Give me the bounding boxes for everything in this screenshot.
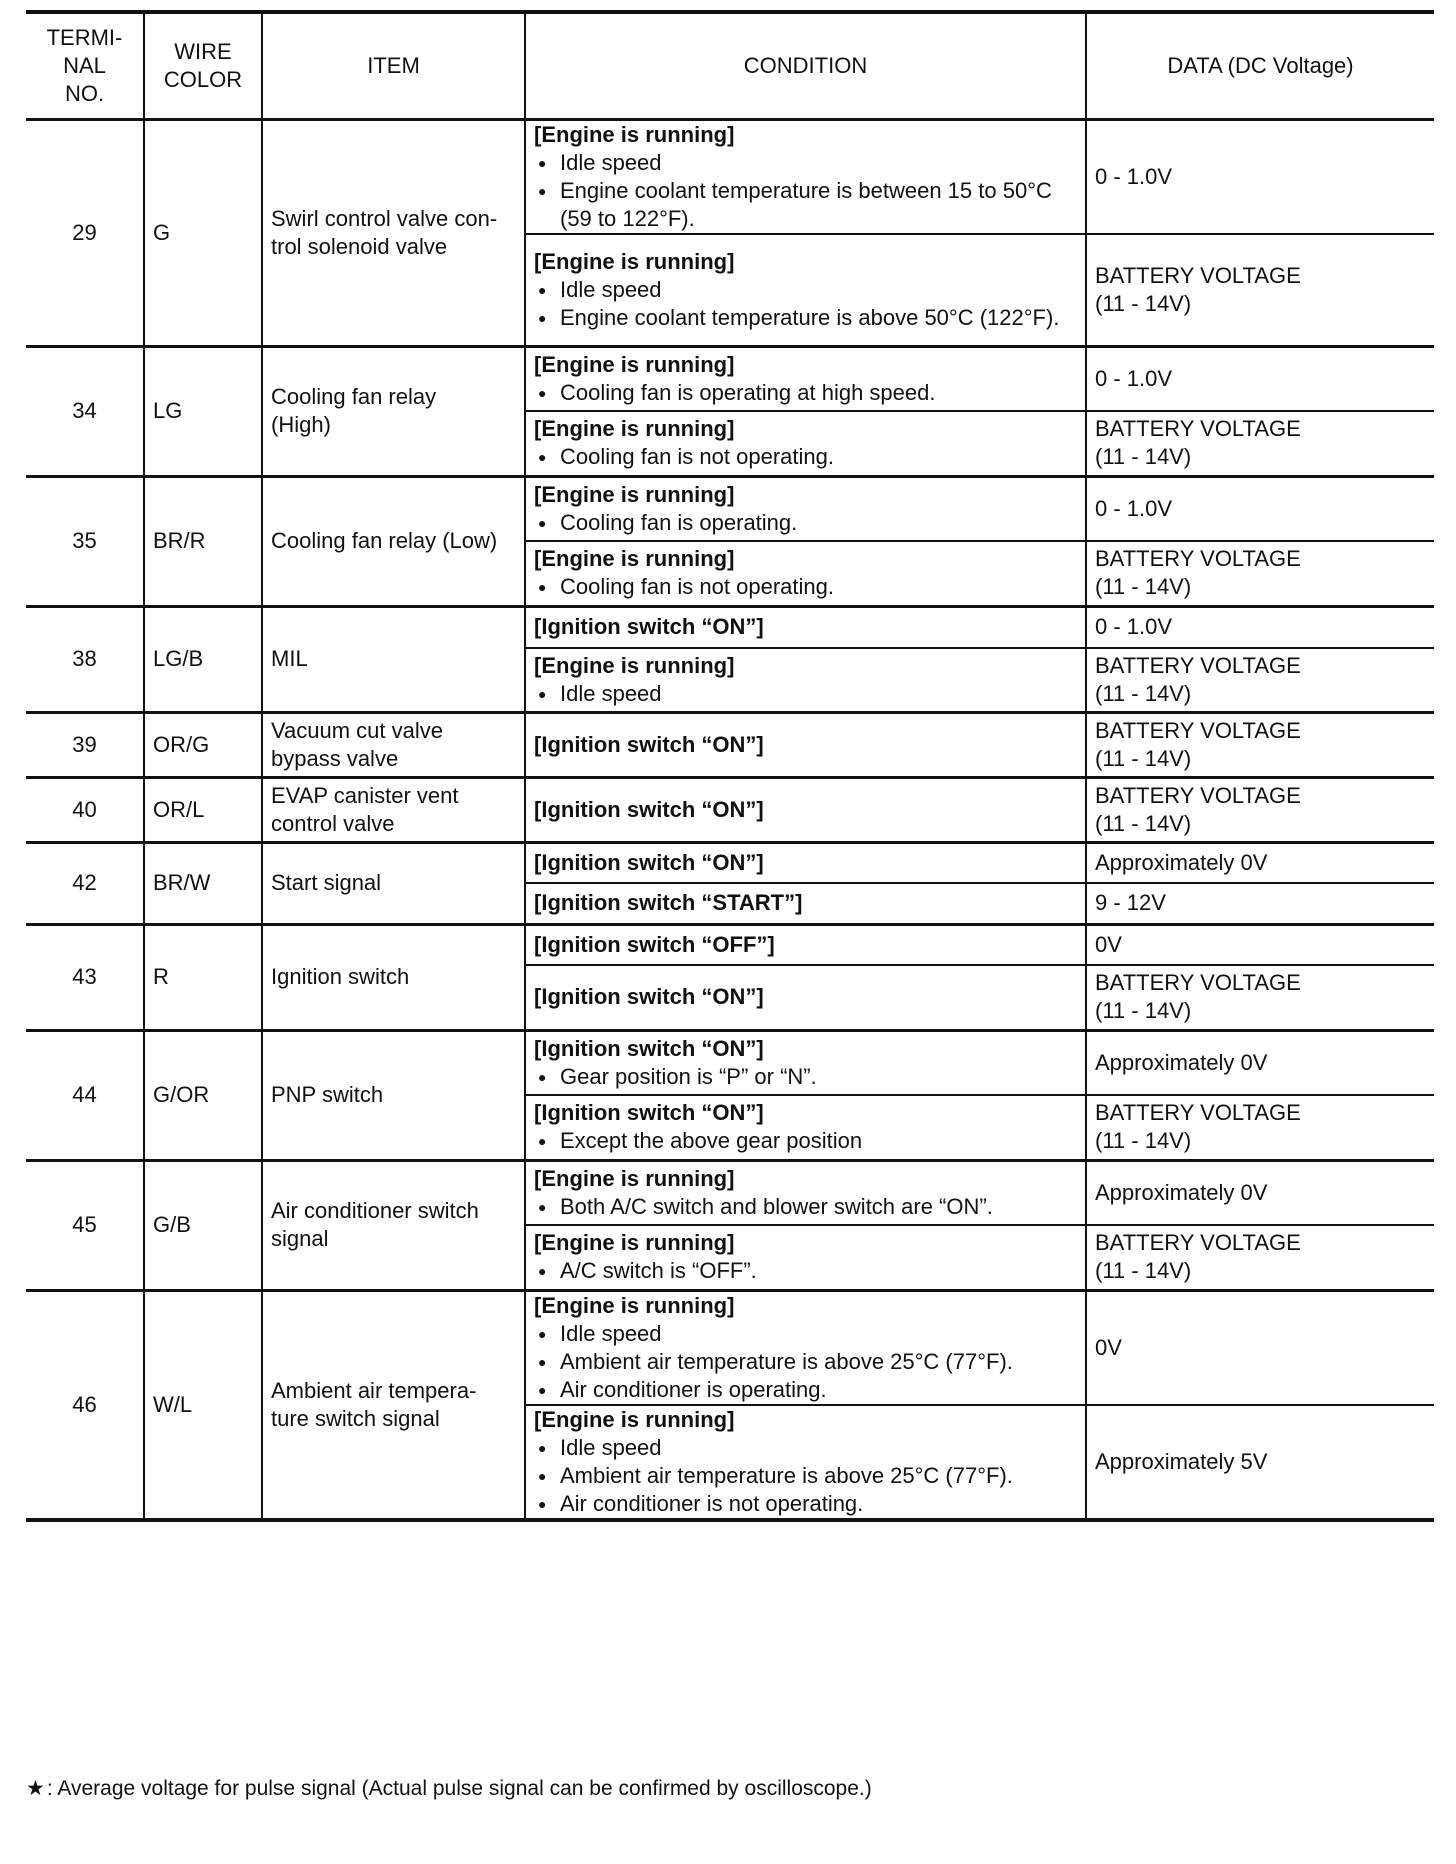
condition-bullet: ● Idle speed bbox=[534, 276, 1077, 304]
item-name: MIL bbox=[262, 606, 525, 712]
terminal-number: 35 bbox=[26, 476, 144, 606]
condition-bullets bbox=[534, 276, 1077, 332]
condition-cell bbox=[525, 346, 1086, 411]
condition-heading: [Engine is running] bbox=[534, 481, 735, 507]
terminal-number: 39 bbox=[26, 712, 144, 777]
header-data: DATA (DC Voltage) bbox=[1086, 12, 1434, 120]
header-terminal-line: NAL bbox=[63, 53, 106, 78]
item-name: PNP switch bbox=[262, 1030, 525, 1160]
item-name: Cooling fan relay (High) bbox=[262, 346, 525, 476]
condition-bullet: ● Air conditioner is operating. bbox=[534, 1376, 1077, 1404]
condition-heading: [Engine is running] bbox=[534, 1165, 735, 1191]
condition-cell bbox=[525, 411, 1086, 476]
condition-cell bbox=[525, 606, 1086, 648]
condition-heading: [Ignition switch “ON”] bbox=[534, 984, 764, 1010]
condition-cell bbox=[525, 965, 1086, 1030]
table-row bbox=[26, 924, 1434, 965]
voltage-data: Approximately 5V bbox=[1086, 1405, 1434, 1520]
voltage-data: 0V bbox=[1086, 924, 1434, 965]
condition-bullets bbox=[534, 1193, 1077, 1221]
table-row bbox=[26, 606, 1434, 648]
item-name: EVAP canister vent control valve bbox=[262, 777, 525, 842]
condition-bullets bbox=[534, 443, 1077, 471]
voltage-data: BATTERY VOLTAGE (11 - 14V) bbox=[1086, 411, 1434, 476]
condition-heading: [Ignition switch “ON”] bbox=[534, 731, 764, 757]
condition-cell bbox=[525, 234, 1086, 346]
header-terminal-line: TERMI- bbox=[46, 25, 123, 50]
voltage-data: 9 - 12V bbox=[1086, 883, 1434, 924]
table-row bbox=[26, 346, 1434, 411]
terminal-number: 40 bbox=[26, 777, 144, 842]
condition-heading: [Engine is running] bbox=[534, 1406, 735, 1432]
condition-bullets bbox=[534, 1063, 1077, 1091]
condition-cell bbox=[525, 541, 1086, 606]
wire-color: OR/L bbox=[144, 777, 262, 842]
voltage-data: 0 - 1.0V bbox=[1086, 346, 1434, 411]
condition-heading: [Engine is running] bbox=[534, 416, 735, 442]
item-name: Cooling fan relay (Low) bbox=[262, 476, 525, 606]
voltage-data: BATTERY VOLTAGE (11 - 14V) bbox=[1086, 712, 1434, 777]
ecm-terminal-table bbox=[26, 10, 1434, 1522]
condition-cell bbox=[525, 842, 1086, 883]
condition-cell bbox=[525, 1095, 1086, 1160]
item-name: Start signal bbox=[262, 842, 525, 924]
voltage-data: 0 - 1.0V bbox=[1086, 606, 1434, 648]
condition-bullets bbox=[534, 1320, 1077, 1404]
wire-color: LG bbox=[144, 346, 262, 476]
condition-bullets bbox=[534, 1434, 1077, 1518]
condition-bullet: ● Engine coolant temperature is above 50°C (122°F). bbox=[534, 304, 1077, 332]
terminal-number: 46 bbox=[26, 1290, 144, 1520]
condition-bullet: ● Except the above gear position bbox=[534, 1127, 1077, 1155]
header-wire-line: WIRE bbox=[174, 39, 232, 64]
table-row bbox=[26, 777, 1434, 842]
header-terminal-line: NO. bbox=[64, 81, 105, 106]
table-header bbox=[26, 12, 1434, 120]
condition-bullets bbox=[534, 379, 1077, 407]
condition-bullet: ● Gear position is “P” or “N”. bbox=[534, 1063, 1077, 1091]
terminal-table-sheet bbox=[26, 10, 1434, 1522]
wire-color: G bbox=[144, 120, 262, 347]
voltage-data: Approximately 0V bbox=[1086, 1160, 1434, 1225]
condition-heading: [Engine is running] bbox=[534, 248, 735, 274]
wire-color: LG/B bbox=[144, 606, 262, 712]
voltage-data: 0 - 1.0V bbox=[1086, 476, 1434, 541]
condition-bullets bbox=[534, 149, 1077, 233]
condition-bullet: ● Idle speed bbox=[534, 1320, 1077, 1348]
voltage-data: BATTERY VOLTAGE (11 - 14V) bbox=[1086, 1095, 1434, 1160]
footnote bbox=[26, 1776, 872, 1801]
condition-heading: [Ignition switch “START”] bbox=[534, 890, 803, 916]
condition-heading: [Ignition switch “OFF”] bbox=[534, 931, 775, 957]
header-wire-line: COLOR bbox=[163, 67, 243, 92]
table-row bbox=[26, 842, 1434, 883]
condition-cell bbox=[525, 924, 1086, 965]
condition-heading: [Ignition switch “ON”] bbox=[534, 614, 764, 640]
table-row bbox=[26, 476, 1434, 541]
table-row bbox=[26, 120, 1434, 235]
condition-heading: [Ignition switch “ON”] bbox=[534, 1035, 764, 1061]
condition-bullet: ● Air conditioner is not operating. bbox=[534, 1490, 1077, 1518]
condition-bullet: ● Engine coolant temperature is between 15 to 50°C (59 to 122°F). bbox=[534, 177, 1077, 233]
condition-cell bbox=[525, 1160, 1086, 1225]
terminal-number: 42 bbox=[26, 842, 144, 924]
condition-bullet: ● Idle speed bbox=[534, 149, 1077, 177]
item-name: Ambient air tempera- ture switch signal bbox=[262, 1290, 525, 1520]
condition-heading: [Ignition switch “ON”] bbox=[534, 1100, 764, 1126]
table-row bbox=[26, 1290, 1434, 1405]
condition-bullet: ● Ambient air temperature is above 25°C (77°F). bbox=[534, 1462, 1077, 1490]
condition-heading: [Engine is running] bbox=[534, 351, 735, 377]
terminal-number: 34 bbox=[26, 346, 144, 476]
voltage-data: Approximately 0V bbox=[1086, 842, 1434, 883]
condition-heading: [Ignition switch “ON”] bbox=[534, 796, 764, 822]
condition-bullets bbox=[534, 680, 1077, 708]
condition-cell bbox=[525, 883, 1086, 924]
wire-color: BR/R bbox=[144, 476, 262, 606]
voltage-data: Approximately 0V bbox=[1086, 1030, 1434, 1095]
condition-bullets bbox=[534, 1127, 1077, 1155]
condition-bullets bbox=[534, 509, 1077, 537]
condition-cell bbox=[525, 1290, 1086, 1405]
wire-color: G/OR bbox=[144, 1030, 262, 1160]
footnote-text: : Average voltage for pulse signal (Actual pulse signal can be confirmed by oscilloscope.) bbox=[46, 1777, 872, 1800]
wire-color: BR/W bbox=[144, 842, 262, 924]
item-name: Ignition switch bbox=[262, 924, 525, 1030]
header-terminal-no bbox=[26, 12, 144, 120]
voltage-data: BATTERY VOLTAGE (11 - 14V) bbox=[1086, 541, 1434, 606]
table-row bbox=[26, 1160, 1434, 1225]
header-condition: CONDITION bbox=[525, 12, 1086, 120]
condition-cell bbox=[525, 1225, 1086, 1290]
voltage-data: 0 - 1.0V bbox=[1086, 120, 1434, 235]
item-name: Swirl control valve con- trol solenoid valve bbox=[262, 120, 525, 347]
wire-color: OR/G bbox=[144, 712, 262, 777]
table-row bbox=[26, 1030, 1434, 1095]
condition-cell bbox=[525, 1030, 1086, 1095]
table-body bbox=[26, 120, 1434, 1520]
wire-color: G/B bbox=[144, 1160, 262, 1290]
wire-color: R bbox=[144, 924, 262, 1030]
terminal-number: 29 bbox=[26, 120, 144, 347]
voltage-data: BATTERY VOLTAGE (11 - 14V) bbox=[1086, 777, 1434, 842]
condition-cell bbox=[525, 777, 1086, 842]
condition-cell bbox=[525, 1405, 1086, 1520]
condition-heading: [Engine is running] bbox=[534, 1230, 735, 1256]
terminal-number: 43 bbox=[26, 924, 144, 1030]
voltage-data: BATTERY VOLTAGE (11 - 14V) bbox=[1086, 965, 1434, 1030]
voltage-data: BATTERY VOLTAGE (11 - 14V) bbox=[1086, 234, 1434, 346]
voltage-data: 0V bbox=[1086, 1290, 1434, 1405]
condition-heading: [Engine is running] bbox=[534, 652, 735, 678]
item-name: Vacuum cut valve bypass valve bbox=[262, 712, 525, 777]
condition-bullet: ● Cooling fan is not operating. bbox=[534, 573, 1077, 601]
condition-bullets bbox=[534, 1257, 1077, 1285]
condition-bullet: ● Both A/C switch and blower switch are “ON”. bbox=[534, 1193, 1077, 1221]
terminal-number: 38 bbox=[26, 606, 144, 712]
voltage-data: BATTERY VOLTAGE (11 - 14V) bbox=[1086, 648, 1434, 712]
condition-bullet: ● Cooling fan is not operating. bbox=[534, 443, 1077, 471]
condition-bullet: ● Cooling fan is operating at high speed. bbox=[534, 379, 1077, 407]
star-icon: ★ bbox=[26, 1777, 45, 1800]
condition-bullets bbox=[534, 573, 1077, 601]
wire-color: W/L bbox=[144, 1290, 262, 1520]
condition-cell bbox=[525, 648, 1086, 712]
condition-bullet: ● A/C switch is “OFF”. bbox=[534, 1257, 1077, 1285]
header-item: ITEM bbox=[262, 12, 525, 120]
condition-bullet: ● Cooling fan is operating. bbox=[534, 509, 1077, 537]
condition-bullet: ● Idle speed bbox=[534, 680, 1077, 708]
condition-bullet: ● Ambient air temperature is above 25°C (77°F). bbox=[534, 1348, 1077, 1376]
condition-cell bbox=[525, 712, 1086, 777]
condition-heading: [Ignition switch “ON”] bbox=[534, 849, 764, 875]
terminal-number: 45 bbox=[26, 1160, 144, 1290]
condition-cell bbox=[525, 476, 1086, 541]
condition-cell bbox=[525, 120, 1086, 235]
header-wire-color bbox=[144, 12, 262, 120]
voltage-data: BATTERY VOLTAGE (11 - 14V) bbox=[1086, 1225, 1434, 1290]
terminal-number: 44 bbox=[26, 1030, 144, 1160]
condition-heading: [Engine is running] bbox=[534, 1292, 735, 1318]
item-name: Air conditioner switch signal bbox=[262, 1160, 525, 1290]
table-row bbox=[26, 712, 1434, 777]
condition-heading: [Engine is running] bbox=[534, 546, 735, 572]
condition-bullet: ● Idle speed bbox=[534, 1434, 1077, 1462]
condition-heading: [Engine is running] bbox=[534, 122, 735, 147]
